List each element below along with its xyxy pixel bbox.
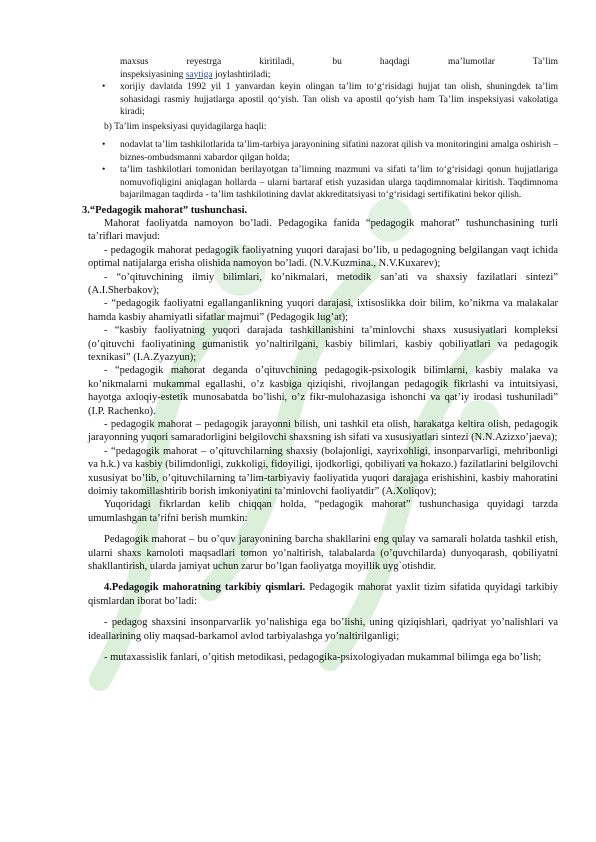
- list-item: • xorijiy davlatda 1992 yil 1 yanvardan keyin olingan ta’lim to‘g‘risidagi hujjat tan olish, shuningdek ta’lim sohasidagi rasmiy hujjatlarga apostil qo‘yish. Tan olish va apostil qo‘yish ham Ta’lim inspeksiyasi vakolatiga kiradi;: [102, 82, 558, 117]
- document-page: [82, 56, 559, 665]
- section-heading-4: 4.Pedagogik mahoratning tarkibiy qismlari.: [104, 582, 306, 594]
- list-item: • nodavlat ta’lim tashkilotlarida ta’lim-tarbiya jarayonining sifatini nazorat qilish va monitoringini amalga oshirish – biznes-ombudsmanni xabardor qilgan holda;: [102, 140, 558, 163]
- bullet-icon: •: [102, 165, 106, 175]
- list-item: • ta’lim tashkilotlari tomonidan berilayotgan ta’limning mazmuni va sifati ta’lim to‘g‘risidagi qonun hujjatlariga nomuvofiqligini aniqlagan hollarda – ularni bartaraf etish yuzasidan ularga taqdimnomalar kiritish. Taqdimnoma bajarilmagan taqdirda - ta’lim tashkilotining davlat akkreditatsiyasi to‘g‘risidagi sertifikatini bekor qilish.: [102, 165, 558, 200]
- definition-item: - “pedagogik mahorat deganda o’qituvchining pedagogik-psixologik bilimlarni, kasbiy malaka va ko’nikmalarni mukammal egallashi, o’z kasbiga qiziqishi, rivojlangan pedagogik fikrlashi va intuitsiyasi, hayotga axloqiy-estetik munosabatda bo’lishi, o’z fikr-mulohazasiga ishonchi va qat’iy irodasi tushuniladi” (I.P. Rachenko).: [88, 365, 558, 417]
- definition-item: - “kasbiy faoliyatning yuqori darajada tashkillanishini ta’minlovchi shaxs xususiyatlari kompleksi (o’qituvchi faoliyatining gumanistik yo’naltirilgani, kasbiy bilimlari, kasbiy qobiliyatlari va pedagogik texnikasi” (I.A.Zyazyun);: [88, 325, 558, 363]
- summary-paragraph: Yuqoridagi fikrlardan kelib chiqqan holda, “pedagogik mahorat” tushunchasiga quyidagi tarzda umumlashgan ta’rifni berish mumkin:: [88, 499, 558, 524]
- section-heading-4-paragraph: 4.Pedagogik mahoratning tarkibiy qismlari. Pedagogik mahorat yaxlit tizim sifatida quyidagi tarkibiy qismlardan iborat bo’ladi:: [88, 582, 559, 607]
- definition-item: - “o’qituvchining ilmiy bilimlari, ko’nikmalari, metodik san’ati va shaxsiy fazilatlari sintezi” (A.I.Sherbakov);: [88, 271, 558, 296]
- inspection-site-link[interactable]: saytiga: [185, 69, 213, 80]
- intro-paragraph: Mahorat faoliyatda namoyon bo’ladi. Pedagogika fanida “pedagogik mahorat” tushunchasining turli ta’riflari mavjud:: [88, 217, 558, 243]
- definition-item: - “pedagogik mahorat – o’qituvchilarning shaxsiy (bolajonligi, xayrixohligi, insonparvarligi, mehribonligi va h.k.) va kasbiy (bilimdonligi, zukkoligi, fidoyiligi, ijodkorligi, qobiliyati va hokazo.) fazilatlarini belgilovchi xususiyat bo’lib, o’qituvchilarning ta’lim-tarbiyaviy faoliyatida yuqori darajaga erishishini, kasbiy mahoratini doimiy takomillashtirib borish imkoniyatini ta’minlovchi faoliyatdir” (A.Xoliqov);: [88, 445, 558, 498]
- continuation-line-2: inspeksiyasining saytiga joylashtiriladi;: [120, 69, 271, 80]
- definition-item: - pedagogik mahorat – pedagogik jarayonni bilish, uni tashkil eta olish, harakatga keltira olish, pedagogik jarayonning yuqori samaradorligini belgilovchi shaxsning ish sifati va xususiyatlari sintezi (N.N.Azizxo’jaeva);: [88, 419, 558, 444]
- component-item: - pedagog shaxsini insonparvarlik yo’nalishiga ega bo’lishi, uning qiziqishlari, qadriyat yo’nalishlari va ideallarining oliy maqsad-barkamol avlod tarbiyalashga yo’naltirilganligi;: [88, 617, 558, 642]
- definition-item: - pedagogik mahorat pedagogik faoliyatning yuqori darajasi bo’lib, u pedagogning belgilangan vaqt ichida optimal natijalarga erisha olishida namoyon bo’ladi. (N.V.Kuzmina., N.V.Kuxarev);: [88, 244, 558, 270]
- definition-item: - “pedagogik faoliyatni egallanganlikning yuqori darajasi, ixtisoslikka doir bilim, ko’nikma va malakalar hamda kasbiy ahamiyatli sifatlar majmui” (Pedagogik lug’at);: [88, 298, 558, 323]
- continuation-line: maxsus reyestrga kiritiladi, bu haqdagi ma’lumotlar Ta’lim: [120, 57, 558, 67]
- section-heading-3: 3.“Pedagogik mahorat” tushunchasi.: [82, 204, 248, 216]
- bullet-icon: •: [102, 82, 106, 92]
- bullet-icon: •: [102, 140, 106, 150]
- general-definition-paragraph: Pedagogik mahorat – bu o’quv jarayonining barcha shakllarini eng qulay va samarali holatda tashkil etish, ularni shaxs kamoloti maqsadlari tomon yo’naltirish, talabalarda (o’quvchilarda) dunyoqarash, qobiliyatni shakllantirish, ularda jamiyat uchun zarur bo’lgan faoliyatga moyillik uyg`otishdir.: [88, 534, 558, 573]
- section-b-heading: b) Ta’lim inspeksiyasi quyidagilarga haqli:: [104, 121, 267, 132]
- component-item: - mutaxassislik fanlari, o’qitish metodikasi, pedagogika-psixologiyadan mukammal bilimga ega bo’lish;: [104, 652, 542, 664]
